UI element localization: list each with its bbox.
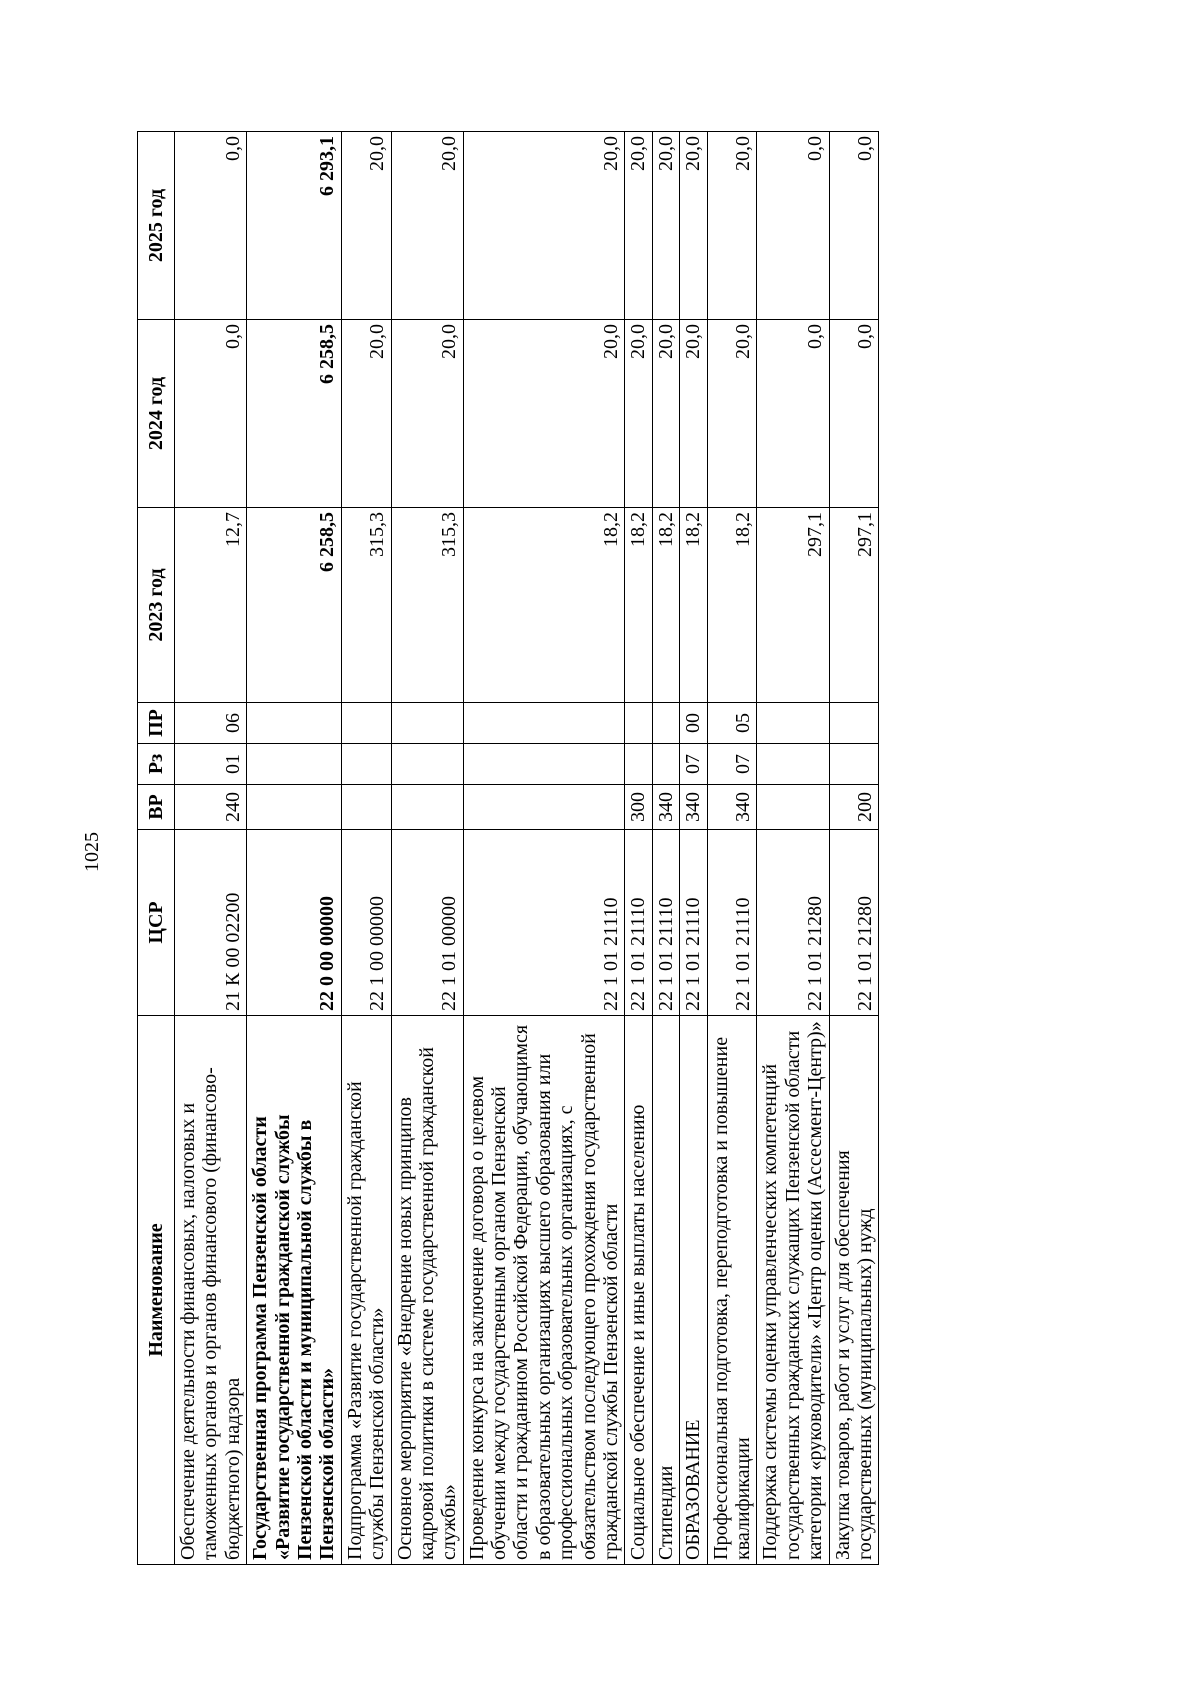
row-rz: 07 [707, 744, 757, 785]
table-row [652, 132, 679, 1565]
row-name: Проведение конкурса на заключение договора о целевом обучении между государственным органом Пензенской области и гражданином Российской Федерации, обучающимся в образовательных организациях высшего образования или профессиональных образовательных организациях, с обязательством последующего прохождения государственной гражданской службы Пензенской области [463, 1016, 625, 1565]
row-csr: 22 1 01 21280 [757, 830, 829, 1016]
row-2025: 20,0 [707, 132, 757, 320]
row-csr: 22 1 01 21280 [829, 830, 879, 1016]
row-vr: 200 [829, 785, 879, 830]
row-2023: 297,1 [829, 508, 879, 703]
row-2023: 18,2 [707, 508, 757, 703]
row-pr [247, 703, 342, 744]
header-rz: Рз [138, 744, 175, 785]
row-csr: 22 1 01 21110 [680, 830, 707, 1016]
row-rz [829, 744, 879, 785]
row-rz [652, 744, 679, 785]
row-2025: 0,0 [757, 132, 829, 320]
row-2025: 20,0 [463, 132, 625, 320]
row-name: Профессиональная подготовка, переподготовка и повышение квалификации [707, 1016, 757, 1565]
row-2023: 18,2 [463, 508, 625, 703]
header-name: Наименование [138, 1016, 175, 1565]
row-vr [341, 785, 391, 830]
table-row [707, 132, 757, 1565]
row-csr: 22 1 01 21110 [463, 830, 625, 1016]
row-vr [391, 785, 463, 830]
table-row [247, 132, 342, 1565]
row-2024: 20,0 [391, 320, 463, 508]
table-row [391, 132, 463, 1565]
row-2025: 20,0 [391, 132, 463, 320]
row-2024: 6 258,5 [247, 320, 342, 508]
row-name: Обеспечение деятельности финансовых, налоговых и таможенных органов и органов финансового (финансово-бюджетного) надзора [175, 1016, 247, 1565]
row-2023: 12,7 [175, 508, 247, 703]
table-row [625, 132, 652, 1565]
row-2023: 6 258,5 [247, 508, 342, 703]
row-rz: 07 [680, 744, 707, 785]
row-csr: 22 1 01 21110 [652, 830, 679, 1016]
row-pr [625, 703, 652, 744]
row-2024: 20,0 [680, 320, 707, 508]
header-pr: ПР [138, 703, 175, 744]
table-header-row [138, 132, 175, 1565]
row-name: Поддержка системы оценки управленческих компетенций государственных гражданских служащих Пензенской области категории «руководители» «Центр оценки (Ассесмент-Центр)» [757, 1016, 829, 1565]
row-2023: 18,2 [652, 508, 679, 703]
row-2024: 0,0 [757, 320, 829, 508]
row-pr [391, 703, 463, 744]
row-vr: 240 [175, 785, 247, 830]
row-2024: 20,0 [707, 320, 757, 508]
row-pr [652, 703, 679, 744]
row-2024: 0,0 [175, 320, 247, 508]
row-vr: 340 [680, 785, 707, 830]
row-rz [625, 744, 652, 785]
row-2025: 20,0 [680, 132, 707, 320]
row-pr: 06 [175, 703, 247, 744]
row-pr: 00 [680, 703, 707, 744]
row-pr [829, 703, 879, 744]
row-rz [341, 744, 391, 785]
header-2025: 2025 год [138, 132, 175, 320]
row-2024: 20,0 [341, 320, 391, 508]
row-pr [341, 703, 391, 744]
budget-table [137, 131, 879, 1565]
row-2025: 0,0 [829, 132, 879, 320]
row-pr [463, 703, 625, 744]
row-2023: 297,1 [757, 508, 829, 703]
row-vr [247, 785, 342, 830]
row-pr [757, 703, 829, 744]
row-2025: 20,0 [625, 132, 652, 320]
table-row [829, 132, 879, 1565]
row-name: Основное мероприятие «Внедрение новых принципов кадровой политики в системе государственной гражданской службы» [391, 1016, 463, 1565]
row-vr: 340 [652, 785, 679, 830]
row-name: Социальное обеспечение и иные выплаты населению [625, 1016, 652, 1565]
table-row [341, 132, 391, 1565]
row-2025: 0,0 [175, 132, 247, 320]
row-rz [247, 744, 342, 785]
row-2024: 20,0 [625, 320, 652, 508]
row-2025: 20,0 [652, 132, 679, 320]
row-name: Стипендии [652, 1016, 679, 1565]
row-csr: 22 1 01 21110 [707, 830, 757, 1016]
row-rz [463, 744, 625, 785]
table-row [175, 132, 247, 1565]
row-name: Подпрограмма «Развитие государственной гражданской службы Пензенской области» [341, 1016, 391, 1565]
header-2023: 2023 год [138, 508, 175, 703]
row-pr: 05 [707, 703, 757, 744]
row-2023: 18,2 [625, 508, 652, 703]
row-name: Закупка товаров, работ и услуг для обеспечения государственных (муниципальных) нужд [829, 1016, 879, 1565]
header-vr: ВР [138, 785, 175, 830]
table-row [757, 132, 829, 1565]
row-csr: 22 1 01 21110 [625, 830, 652, 1016]
row-csr: 22 1 00 00000 [341, 830, 391, 1016]
row-csr: 22 0 00 00000 [247, 830, 342, 1016]
table-row [463, 132, 625, 1565]
row-vr: 340 [707, 785, 757, 830]
row-rz [391, 744, 463, 785]
row-rz [757, 744, 829, 785]
header-csr: ЦСР [138, 830, 175, 1016]
row-2024: 20,0 [463, 320, 625, 508]
row-2025: 20,0 [341, 132, 391, 320]
header-2024: 2024 год [138, 320, 175, 508]
row-vr [463, 785, 625, 830]
row-csr: 21 К 00 02200 [175, 830, 247, 1016]
row-2023: 18,2 [680, 508, 707, 703]
row-2025: 6 293,1 [247, 132, 342, 320]
row-name: Государственная программа Пензенской области «Развитие государственной гражданской службы Пензенской области и муниципальной службы в Пензенской области» [247, 1016, 342, 1565]
row-2023: 315,3 [391, 508, 463, 703]
row-2024: 20,0 [652, 320, 679, 508]
row-vr: 300 [625, 785, 652, 830]
page-number: 1025 [81, 832, 103, 872]
row-vr [757, 785, 829, 830]
row-rz: 01 [175, 744, 247, 785]
table-row [680, 132, 707, 1565]
row-2023: 315,3 [341, 508, 391, 703]
row-name: ОБРАЗОВАНИЕ [680, 1016, 707, 1565]
row-csr: 22 1 01 00000 [391, 830, 463, 1016]
row-2024: 0,0 [829, 320, 879, 508]
